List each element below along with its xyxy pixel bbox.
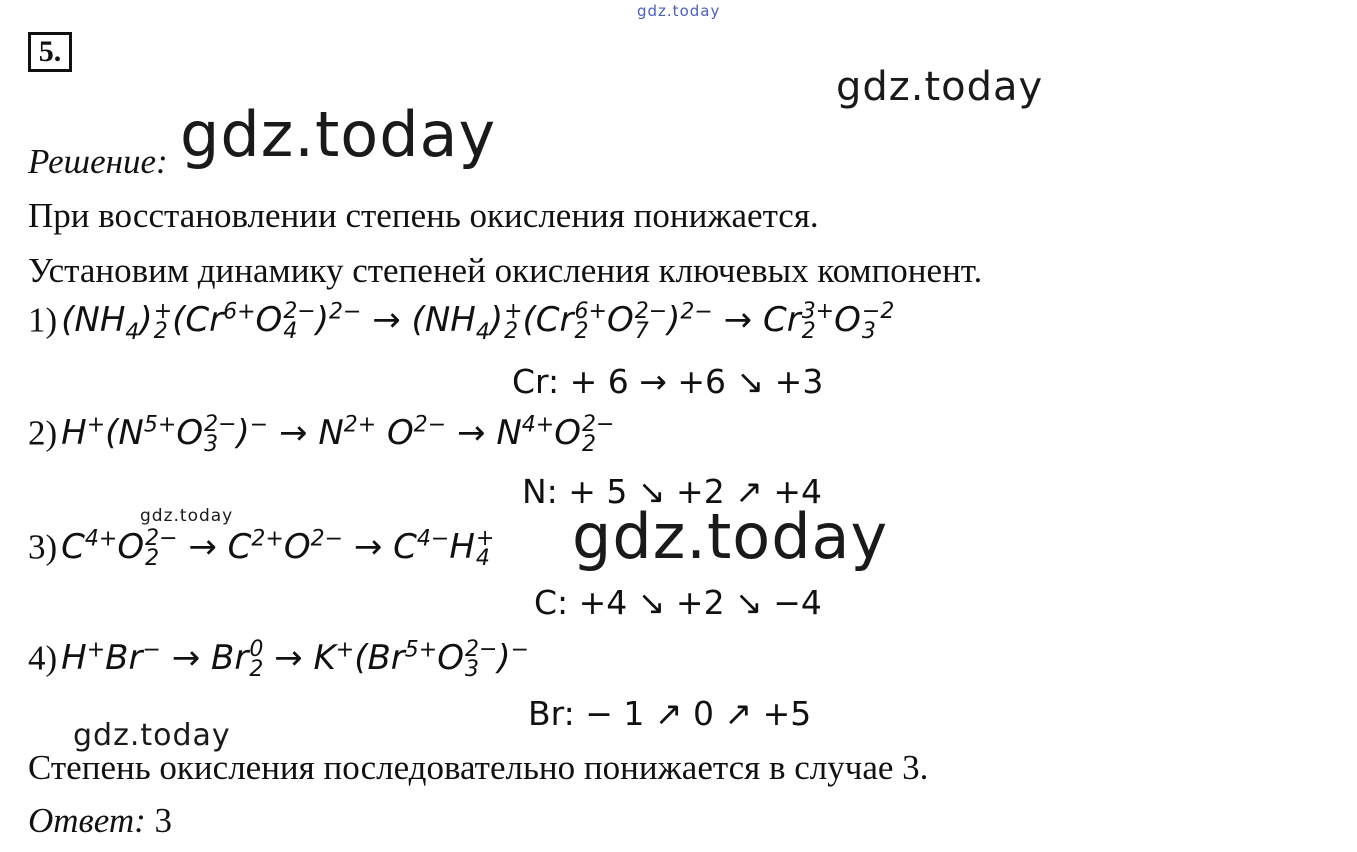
watermark-small-2: gdz.today [73,718,231,753]
reaction-formula: $H^+(N^{5+}O$ 2− 3 )$^- \to N^{2+}$ $O^{2-} \to N^{4+}O$ 2− 2 [61,411,615,457]
watermark-small-1: gdz.today [140,506,234,526]
equation-1 [28,300,894,345]
answer-label: Ответ: [28,801,146,840]
item-number: 4) [28,638,58,678]
reaction-formula: H+Br− → Br 0 2 → $K^+(Br^{5+}O$ 2− 3 )− [61,636,530,682]
watermark-top: gdz.today [637,2,721,20]
result-1: Cr: + 6 → +6 ↘ +3 [512,362,824,401]
answer-value: 3 [154,801,172,840]
item-number: 2) [28,413,58,453]
equation-3 [28,527,494,569]
result-4: Br: − 1 ↗ 0 ↗ +5 [528,694,812,733]
item-number: 1) [28,300,58,340]
watermark-large-1: gdz.today [180,98,497,171]
result-2: N: + 5 ↘ +2 ↗ +4 [522,472,822,511]
problem-number: 5. [28,32,72,72]
watermark-right: gdz.today [836,64,1044,110]
equation-2 [28,413,614,455]
item-number: 3) [28,527,58,567]
intro-line-1: При восстановлении степень окисления понижается. [28,196,819,235]
intro-line-2: Установим динамику степеней окисления ключевых компонент. [28,251,983,290]
solution-label: Решение: [28,142,168,181]
equation-4 [28,638,529,680]
answer-line [28,801,172,841]
reaction-formula: $(NH_4)$ + 2 ($Cr^{6+}O$ 2− 4 )$^{2-} \to (NH_4)$ + 2 (Cr 6+ 2 O 2− 7 )$^{2-}$ → Cr 3+ 2 O −2 3 [61,298,895,346]
watermark-large-2: gdz.today [572,500,889,573]
result-3: C: +4 ↘ +2 ↘ −4 [534,583,822,622]
conclusion: Степень окисления последовательно понижается в случае 3. [28,748,929,787]
reaction-formula: $C^{4+}O$ 2− 2 → $C^{2+}O^{2-} \to C^{4-}H$ + 4 [61,525,495,571]
